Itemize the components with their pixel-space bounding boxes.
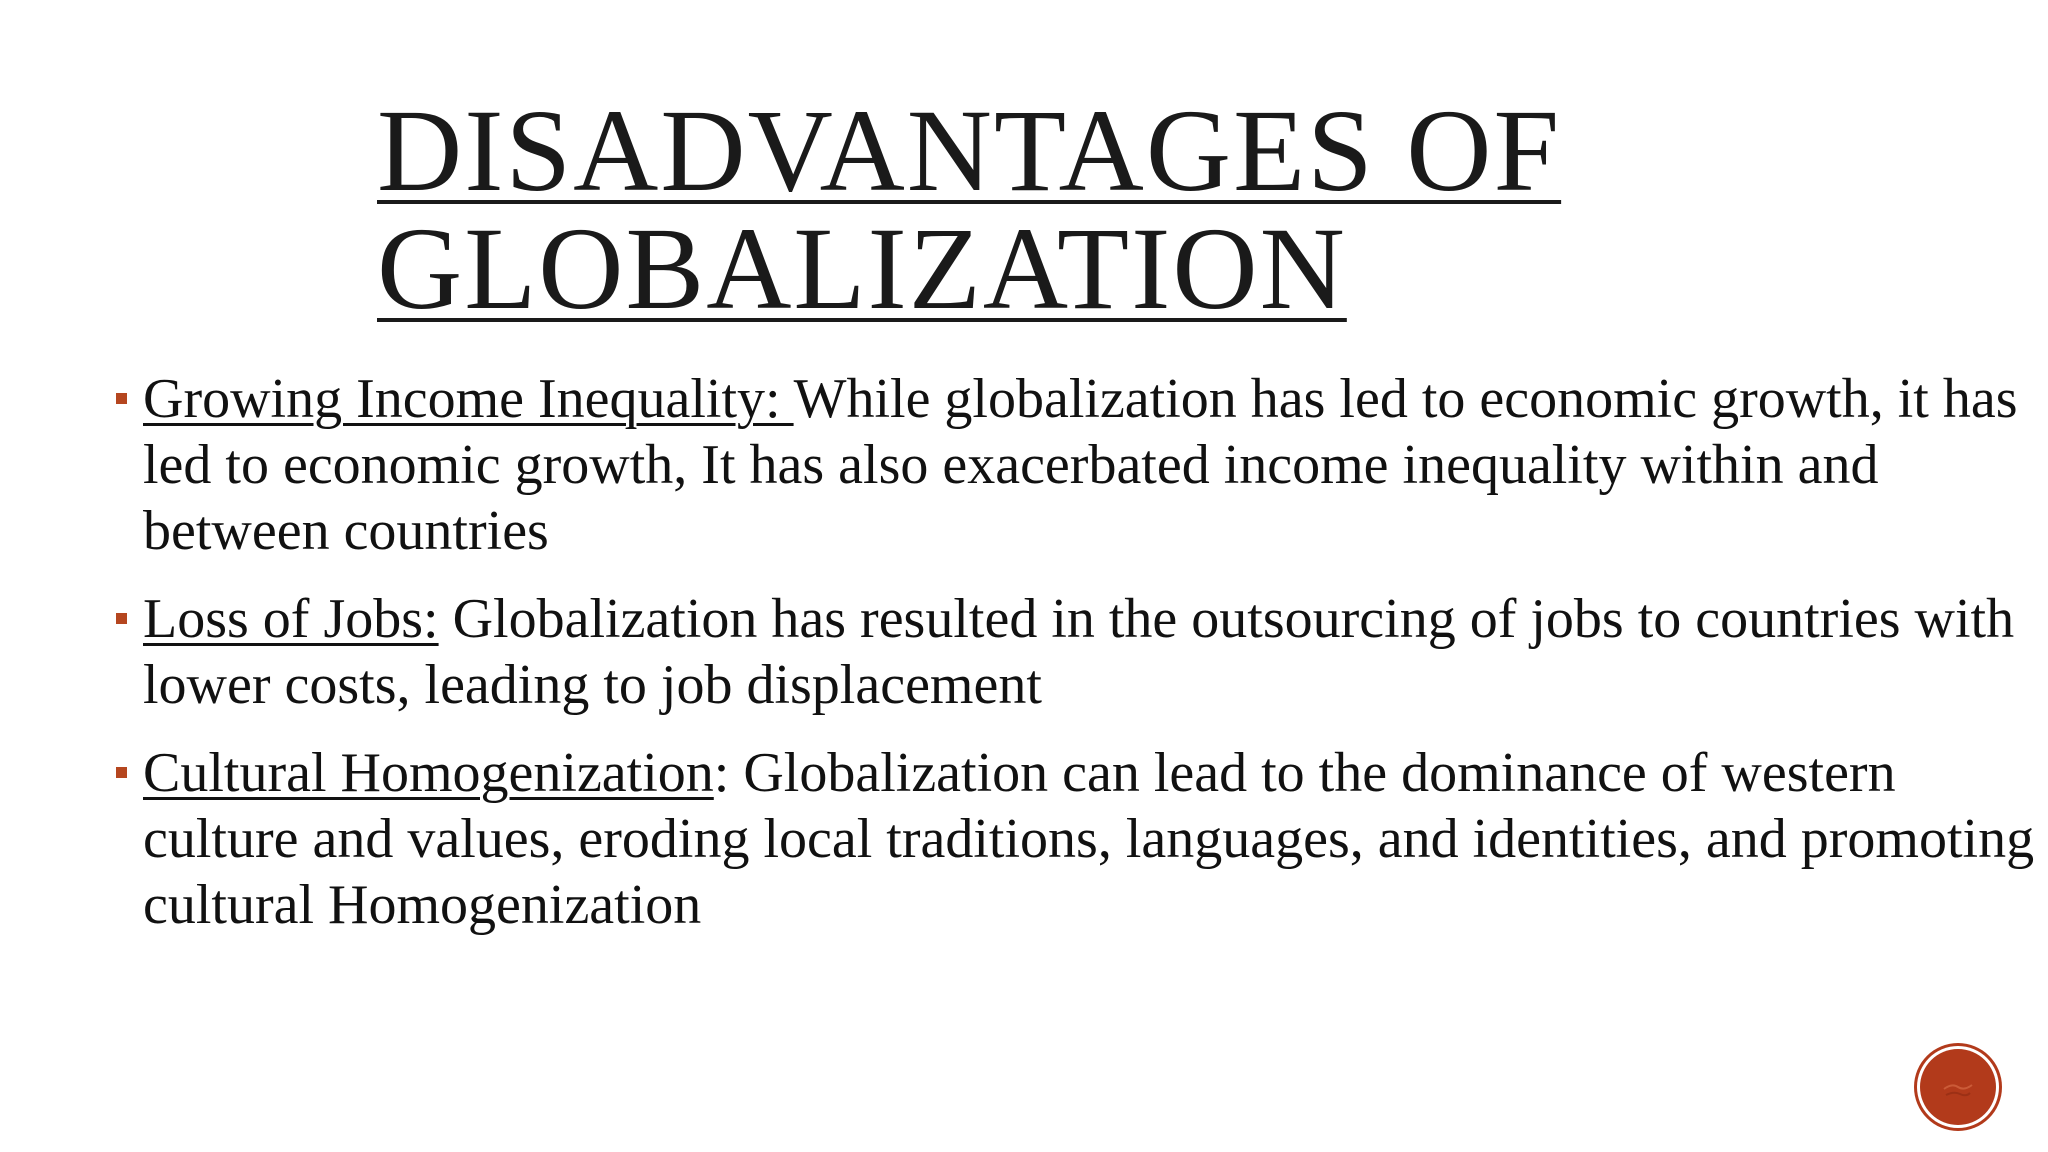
square-bullet-icon <box>116 393 127 404</box>
bullet-text: : Globalization can lead to the dominance of western culture and values, eroding local traditions, languages, and identities, and promoting cultural Homogenization <box>143 742 2035 936</box>
slide-title <box>377 85 1562 334</box>
circle-nav-icon[interactable] <box>1920 1049 1996 1125</box>
nav-texture <box>1938 1067 1978 1107</box>
bullet-term: Growing Income Inequality: <box>143 368 794 430</box>
bullet-term: Loss of Jobs: <box>143 588 439 650</box>
bullet-text: Globalization has resulted in the outsourcing of jobs to countries with lower costs, leading to job displacement <box>143 588 2015 716</box>
bullet-term: Cultural Homogenization <box>143 742 714 804</box>
title-line-2 <box>377 203 1561 334</box>
square-bullet-icon <box>116 767 127 778</box>
bullet-item <box>110 740 2040 938</box>
bullet-item <box>110 366 2040 564</box>
bullet-text: While globalization has led to economic growth, it has led to economic growth, It has also exacerbated income inequality within and between countries <box>143 368 2018 562</box>
square-bullet-icon <box>116 613 127 624</box>
title-line-2-text: GLOBALIZATION <box>377 203 1347 334</box>
bullet-item <box>110 586 2040 718</box>
title-line-1-text: DISADVANTAGES OF <box>377 85 1562 216</box>
title-line-1 <box>377 85 1562 216</box>
bullet-list <box>110 366 2040 960</box>
